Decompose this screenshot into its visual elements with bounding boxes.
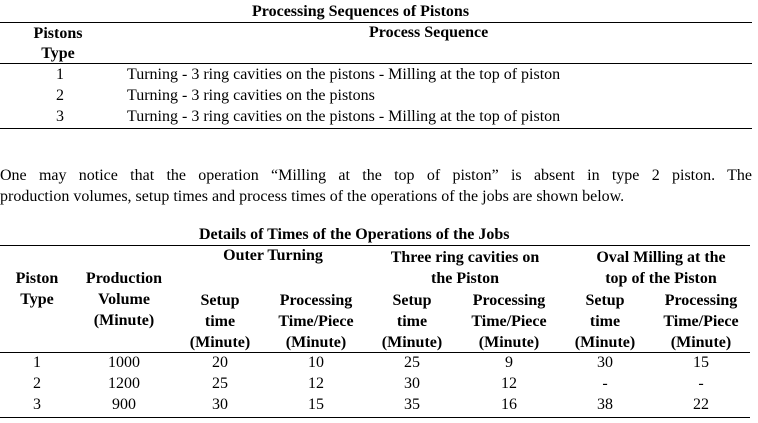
three-ring-setup-cell: 30 xyxy=(404,375,420,392)
oval-processing-cell: - xyxy=(698,375,704,392)
outer-processing-cell: 10 xyxy=(308,354,324,371)
three-ring-processing-header: Processing Time/Piece (Minute) xyxy=(471,292,547,351)
table-1-header-rule xyxy=(0,63,752,64)
table-1-type-cell: 3 xyxy=(56,108,64,125)
outer-setup-cell: 20 xyxy=(212,354,228,371)
group-header-three-ring: Three ring cavities on the Piston xyxy=(390,249,540,287)
piston-type-header: Piston Type xyxy=(15,270,59,308)
table-1-top-rule xyxy=(0,22,752,23)
outer-setup-cell: 30 xyxy=(212,396,228,413)
table-2-top-rule xyxy=(0,245,750,246)
three-ring-processing-cell: 12 xyxy=(501,375,517,392)
three-ring-processing-cell: 9 xyxy=(505,354,513,371)
table-1-sequence-header: Process Sequence xyxy=(369,24,489,41)
production-volume-cell: 1000 xyxy=(108,354,140,371)
table-1-type-header: Pistons Type xyxy=(33,25,83,62)
table-1-bottom-rule xyxy=(0,128,752,129)
oval-setup-cell: - xyxy=(602,375,608,392)
outer-processing-cell: 15 xyxy=(308,396,324,413)
oval-processing-cell: 15 xyxy=(693,354,709,371)
table-2-caption: Details of Times of the Operations of the Jobs xyxy=(199,226,510,243)
table-2-header-rule xyxy=(0,352,750,353)
three-ring-setup-header: Setup time (Minute) xyxy=(381,292,443,351)
production-volume-cell: 900 xyxy=(112,396,136,413)
piston-type-cell: 3 xyxy=(33,396,41,413)
piston-type-cell: 1 xyxy=(33,354,41,371)
table-1-sequence-cell: Turning - 3 ring cavities on the pistons - Milling at the top of piston xyxy=(127,108,561,125)
oval-processing-cell: 22 xyxy=(693,396,709,413)
table-1-type-cell: 1 xyxy=(56,66,64,83)
table-2-bottom-rule xyxy=(0,417,750,418)
three-ring-setup-cell: 25 xyxy=(404,354,420,371)
three-ring-setup-cell: 35 xyxy=(404,396,420,413)
piston-type-cell: 2 xyxy=(33,375,41,392)
paragraph-line: One may notice that the operation “Milling at the top of piston” is absent in type 2 piston. The xyxy=(0,167,752,184)
production-volume-header: Production Volume (Minute) xyxy=(85,270,163,329)
oval-setup-cell: 38 xyxy=(597,396,613,413)
table-1-sequence-cell: Turning - 3 ring cavities on the pistons - Milling at the top of piston xyxy=(127,66,561,83)
group-header-oval-milling: Oval Milling at the top of the Piston xyxy=(596,249,726,287)
table-1-caption: Processing Sequences of Pistons xyxy=(252,3,470,20)
outer-setup-header: Setup time (Minute) xyxy=(189,292,251,351)
paragraph-line: production volumes, setup times and process times of the operations of the jobs are shown below. xyxy=(0,188,625,205)
oval-processing-header: Processing Time/Piece (Minute) xyxy=(663,292,739,351)
oval-setup-cell: 30 xyxy=(597,354,613,371)
production-volume-cell: 1200 xyxy=(108,375,140,392)
outer-setup-cell: 25 xyxy=(212,375,228,392)
table-1-sequence-cell: Turning - 3 ring cavities on the pistons xyxy=(127,87,375,104)
oval-setup-header: Setup time (Minute) xyxy=(574,292,636,351)
three-ring-processing-cell: 16 xyxy=(501,396,517,413)
outer-processing-cell: 12 xyxy=(308,375,324,392)
group-header-outer-turning: Outer Turning xyxy=(223,247,323,264)
outer-processing-header: Processing Time/Piece (Minute) xyxy=(278,292,354,351)
table-1-type-cell: 2 xyxy=(56,87,64,104)
